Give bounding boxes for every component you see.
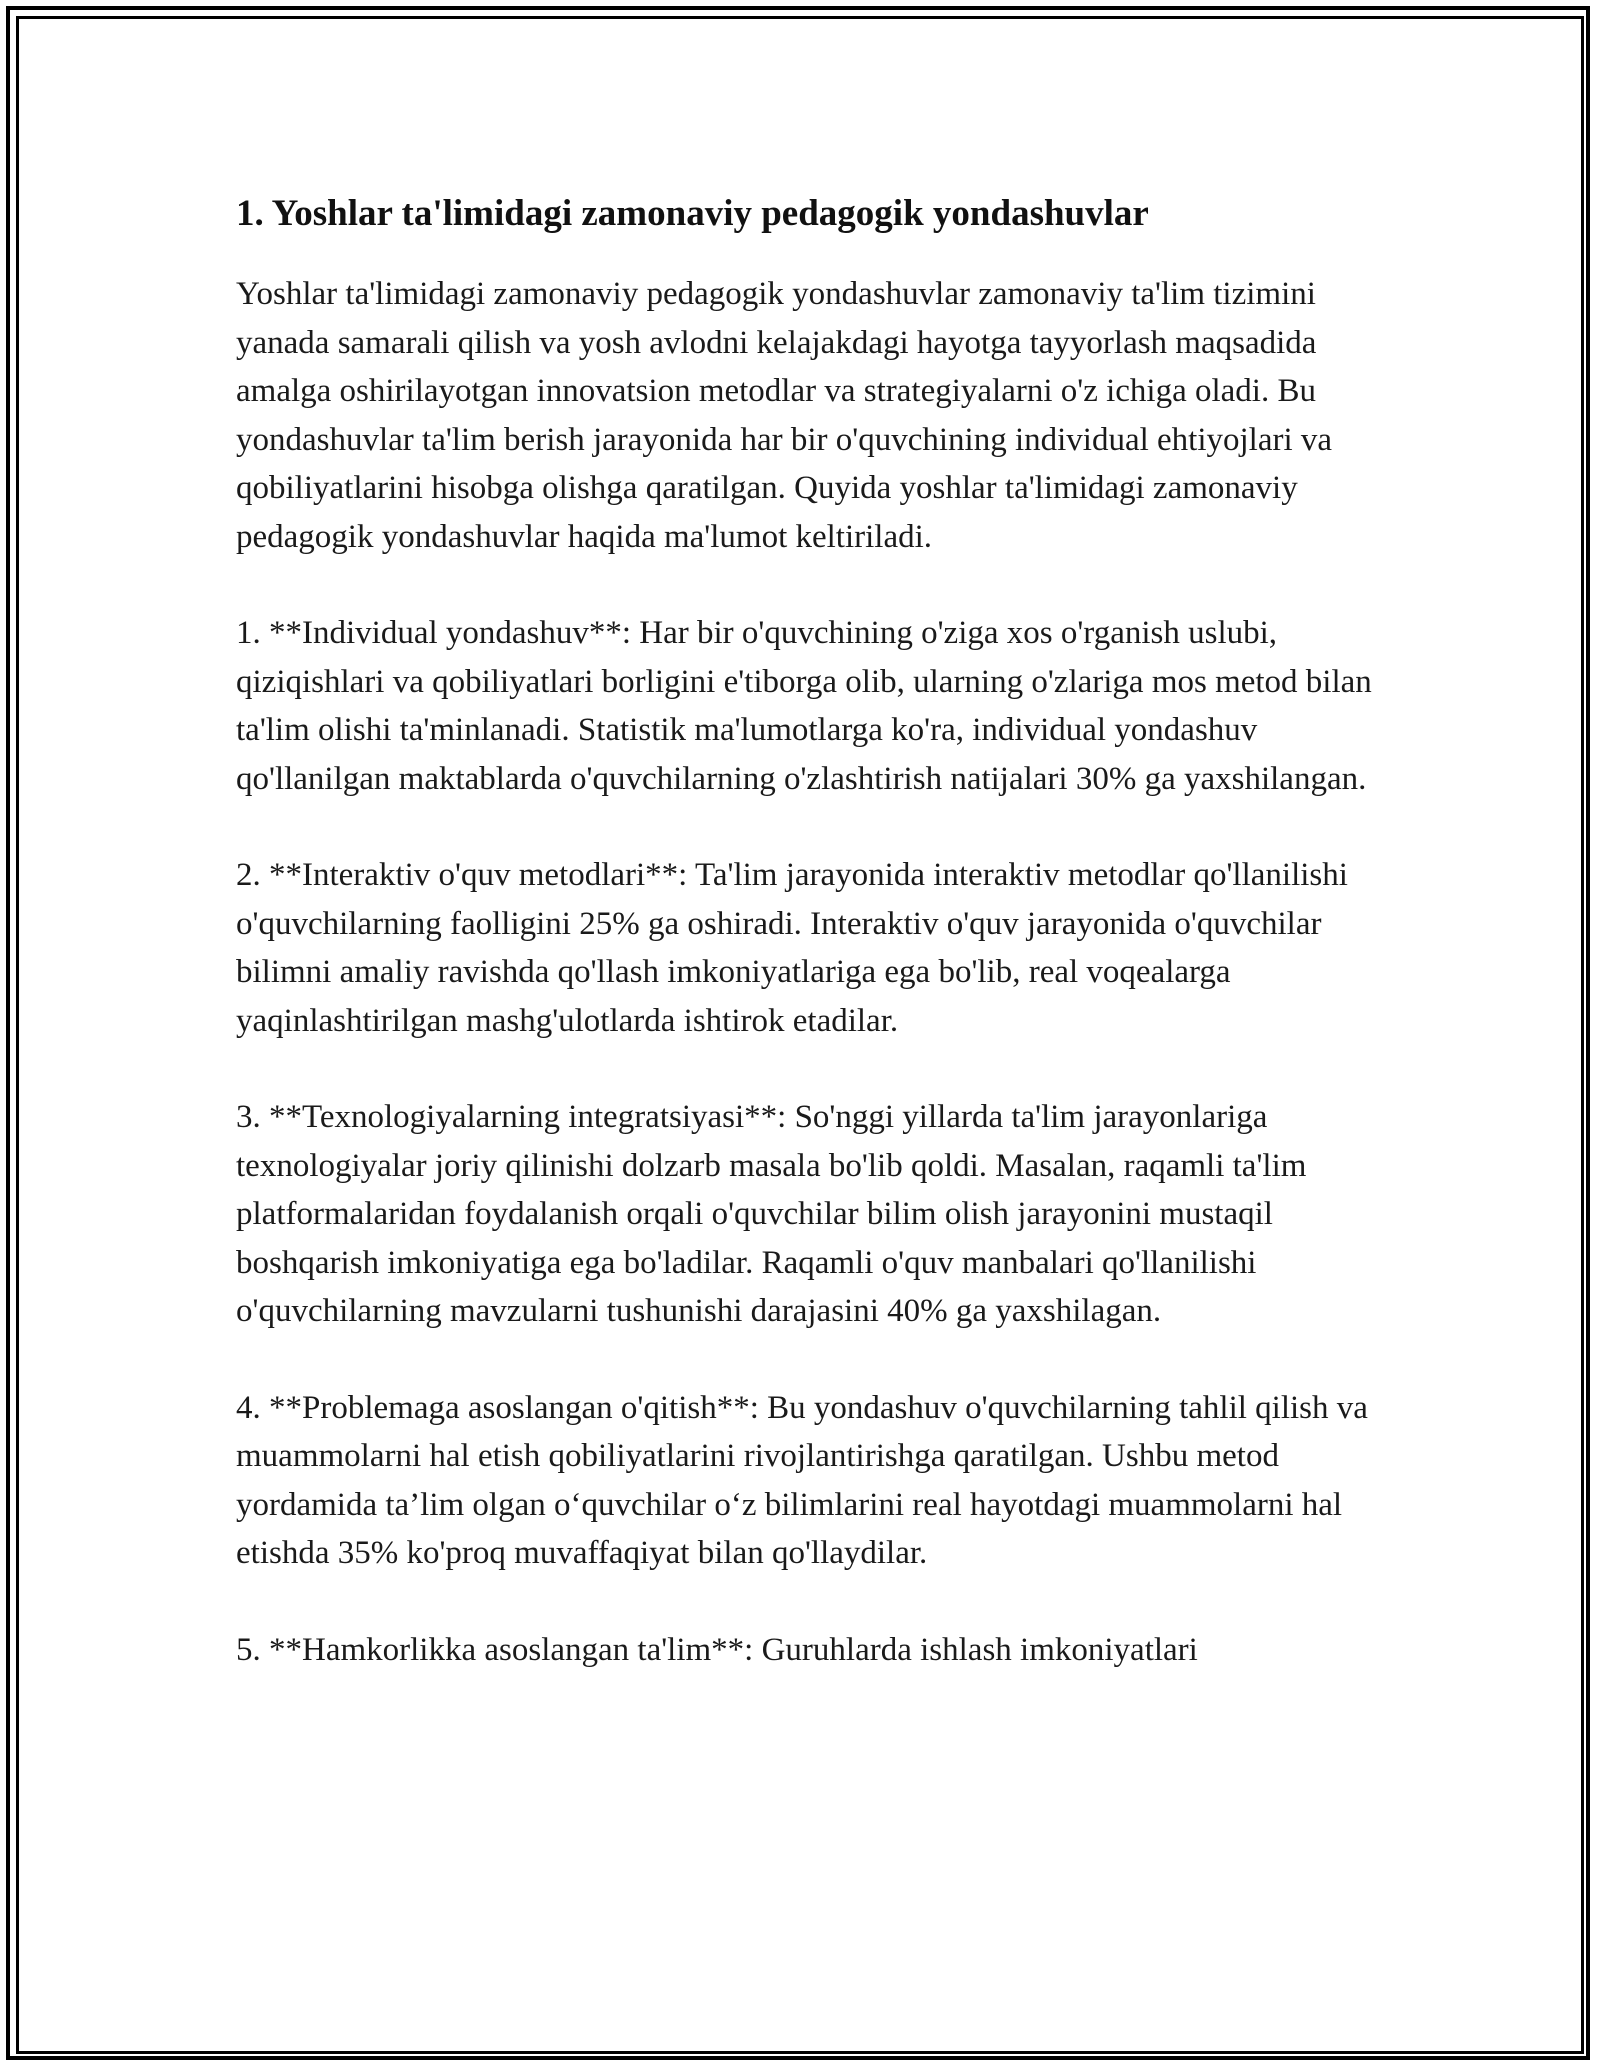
document-body <box>236 190 1376 1722</box>
list-item-collaborative-learning: 5. **Hamkorlikka asoslangan ta'lim**: Guruhlarda ishlash imkoniyatlari <box>236 1631 1198 1668</box>
document-title: 1. Yoshlar ta'limidagi zamonaviy pedagogik yondashuvlar <box>236 193 1149 234</box>
list-item-interactive-methods: 2. **Interaktiv o'quv metodlari**: Ta'lim jarayonida interaktiv metodlar qo'llanilishi o'quvchilarning faolligini 25% ga oshiradi. Interaktiv o'quv jarayonida o'quvchilar bilimni amaliy ravishda qo'llash imkoniyatlariga ega bo'lib, real voqealarga yaqinlashtirilgan mashg'ulotlarda ishtirok etadilar. <box>236 857 1348 1039</box>
intro-paragraph: Yoshlar ta'limidagi zamonaviy pedagogik yondashuvlar zamonaviy ta'lim tizimini yanada samarali qilish va yosh avlodni kelajakdagi hayotga tayyorlash maqsadida amalga oshirilayotgan innovatsion metodlar va strategiyalarni o'z ichiga oladi. Bu yondashuvlar ta'lim berish jarayonida har bir o'quvchining individual ehtiyojlari va qobiliyatlarini hisobga olishga qaratilgan. Quyida yoshlar ta'limidagi zamonaviy pedagogik yondashuvlar haqida ma'lumot keltiriladi. <box>236 276 1333 555</box>
list-item-individual-approach: 1. **Individual yondashuv**: Har bir o'quvchining o'ziga xos o'rganish uslubi, qiziqishlari va qobiliyatlari borligini e'tiborga olib, ularning o'zlariga mos metod bilan ta'lim olishi ta'minlanadi. Statistik ma'lumotlarga ko'ra, individual yondashuv qo'llanilgan maktablarda o'quvchilarning o'zlashtirish natijalari 30% ga yaxshilangan. <box>236 615 1372 797</box>
list-item-technology-integration: 3. **Texnologiyalarning integratsiyasi**: So'nggi yillarda ta'lim jarayonlariga texnologiyalar joriy qilinishi dolzarb masala bo'lib qoldi. Masalan, raqamli ta'lim platformalaridan foydalanish orqali o'quvchilar bilim olish jarayonini mustaqil boshqarish imkoniyatiga ega bo'ladilar. Raqamli o'quv manbalari qo'llanilishi o'quvchilarning mavzularni tushunishi darajasini 40% ga yaxshilagan. <box>236 1099 1307 1329</box>
list-item-problem-based-learning: 4. **Problemaga asoslangan o'qitish**: Bu yondashuv o'quvchilarning tahlil qilish va muammolarni hal etish qobiliyatlarini rivojlantirishga qaratilgan. Ushbu metod yordamida ta’lim olgan o‘quvchilar o‘z bilimlarini real hayotdagi muammolarni hal etishda 35% ko'proq muvaffaqiyat bilan qo'llaydilar. <box>236 1389 1368 1571</box>
